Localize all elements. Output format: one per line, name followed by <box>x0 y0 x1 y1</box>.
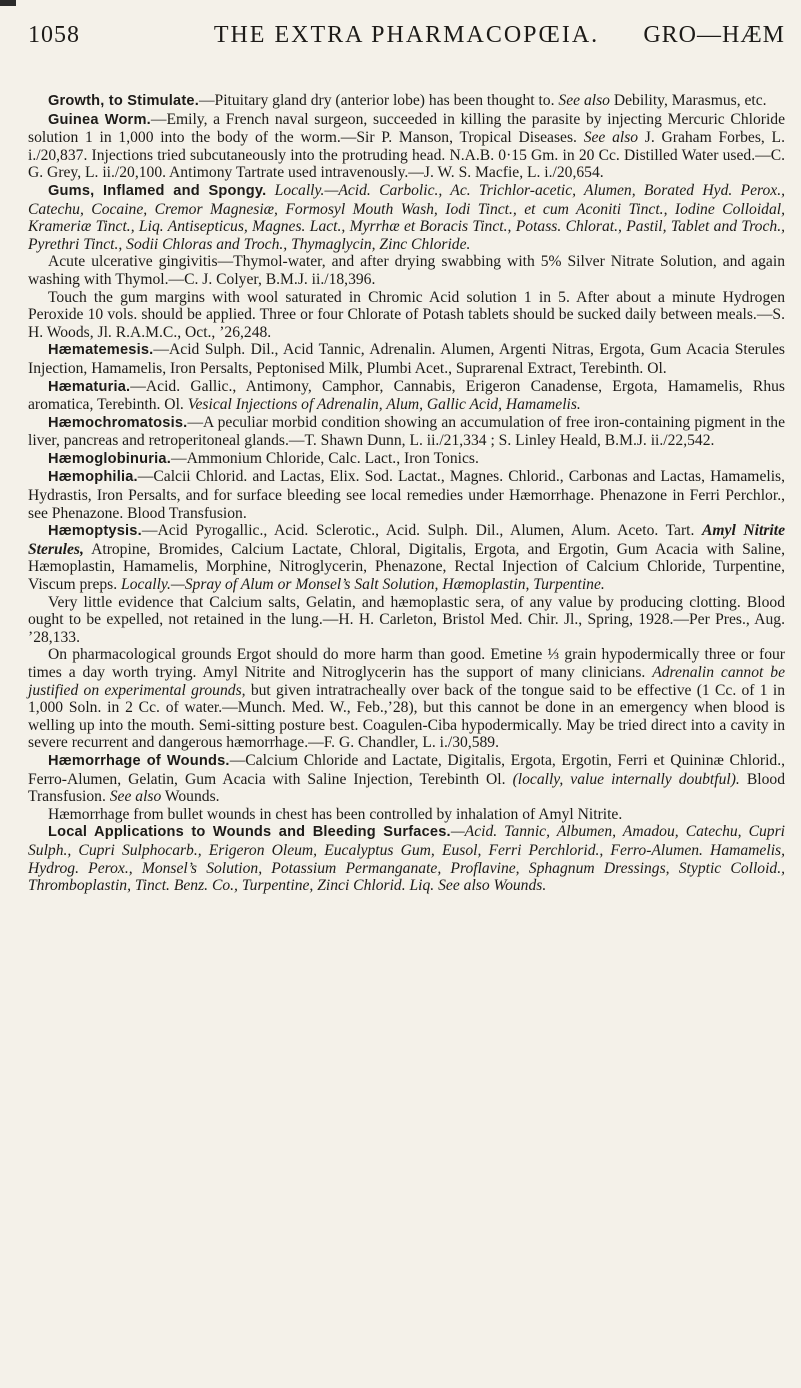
entry-text: Atropine, Bromides, Calcium Lactate, Chloral, Digitalis, Ergota, and Ergotin, Gum Acacia with Saline, Hæmoplastin, Hamamelis, Morphine, Nitroglycerin, Phenazone, Rectal Injection of Calcium Chloride, Turpentine, Viscum preps. <box>28 540 785 594</box>
text-body <box>28 92 785 895</box>
entry <box>28 414 785 450</box>
entry-text: Wounds. <box>161 788 220 806</box>
entry-text: Debility, Marasmus, etc. <box>609 92 767 109</box>
entry-text <box>266 182 274 199</box>
entry-text: Adrenalin cannot be justified on experimental grounds, <box>28 664 785 699</box>
entry <box>28 341 785 377</box>
entry <box>28 450 785 469</box>
entry-text: (locally, value internally doubtful). <box>512 770 740 788</box>
entry-text: J. Graham Forbes, L. i./20,837. Injections tried subcutaneously into the protruding head. N.A.B. 0·15 Gm. in 20 Cc. Distilled Water used.—C. G. Grey, L. ii./20,100. Antimony Tartrate used intravenously.—J. W. S. Macfie, L. i./20,654. <box>28 129 785 182</box>
entry-heading: Hæmoglobinuria. <box>48 450 171 467</box>
entry-text: See also <box>583 129 639 147</box>
entry-text: Touch the gum margins with wool saturated in Chromic Acid solution 1 in 5. After about a minute Hydrogen Peroxide 10 vols. should be applied. Three or four Chlorate of Potash tablets should be sucked daily between meals.—S. H. Woods, Jl. R.A.M.C., Oct., ’26,248. <box>28 288 785 341</box>
entry <box>28 823 785 894</box>
entry-heading: Hæmatemesis. <box>48 342 154 359</box>
entry-heading: Hæmorrhage of Wounds. <box>48 752 230 769</box>
paragraph <box>28 806 785 824</box>
paragraph <box>28 253 785 288</box>
page-title: THE EXTRA PHARMACOPŒIA. <box>213 22 600 48</box>
entry <box>28 468 785 522</box>
entry-text: —Ammonium Chloride, Calc. Lact., Iron Tonics. <box>171 449 479 467</box>
entry-text: Blood Transfusion. <box>28 770 785 806</box>
paragraph <box>28 594 785 647</box>
entry-text: See also <box>109 788 162 806</box>
entry-text: —Acid Pyrogallic., Acid. Sclerotic., Acid. Sulph. Dil., Alumen, Alum. Aceto. Tart. <box>141 522 702 540</box>
entry-text: On pharmacological grounds Ergot should do more harm than good. Emetine ⅓ grain hypodermically three or four times a day worth trying. Amyl Nitrite and Nitroglycerin has the support of many clinicians. <box>28 646 785 681</box>
entry-text: Hæmorrhage from bullet wounds in chest has been controlled by inhalation of Amyl Nitrite. <box>48 805 623 823</box>
entry-heading: Gums, Inflamed and Spongy. <box>48 182 267 199</box>
entry-text: Amyl Nitrite Sterules, <box>28 522 785 558</box>
entry <box>28 378 785 414</box>
entry-text: —Calcii Chlorid. and Lactas, Elix. Sod. Lactat., Magnes. Chlorid., Carbonas and Lactas, Hamamelis, Hydrastis, Iron Persalts, and for surface bleeding see local remedies under Hæmorrhage. Phenazone in Ferri Perchlor., see Phenazone. Blood Transfusion. <box>28 468 785 522</box>
entry-text: Acute ulcerative gingivitis—Thymol-water, and after drying swabbing with 5% Silver Nitrate Solution, and again washing with Thymol.—C. J. Colyer, B.M.J. ii./18,396. <box>28 253 785 288</box>
running-head <box>28 22 785 56</box>
entry-text: —Pituitary gland dry (anterior lobe) has been thought to. <box>198 92 559 109</box>
page-range: GRO—HÆM <box>643 22 785 48</box>
entry-text: —Acid Sulph. Dil., Acid Tannic, Adrenalin. Alumen, Argenti Nitras, Ergota, Gum Acacia Sterules Injection, Hamamelis, Iron Persalts, Peptonised Milk, Plumbi Acet., Suprarenal Extract, Terebinth. Ol. <box>28 341 785 377</box>
entry-heading: Growth, to Stimulate. <box>48 93 199 109</box>
entry <box>28 752 785 806</box>
entry-text: Locally.—Acid. Carbolic., Ac. Trichlor-acetic, Alumen, Borated Hyd. Perox., Catechu, Cocaine, Cremor Magnesiæ, Formosyl Mouth Wash, Iodi Tinct., et cum Aconiti Tinct., Iodine Colloidal, Krameriæ Tinct., Liq. Antisepticus, Magnes. Lact., Myrrhæ et Boracis Tinct., Potass. Chlorat., Pastil, Tablet and Troch., Pyrethri Tinct., Sodii Chloras and Troch., Thymaglycin, Zinc Chloride. <box>28 181 785 253</box>
entry-heading: Hæmoptysis. <box>48 523 142 540</box>
paragraph <box>28 646 785 752</box>
entry <box>28 111 785 182</box>
entry-text: —Calcium Chloride and Lactate, Digitalis, Ergota, Ergotin, Ferri et Quininæ Chlorid., Ferro-Alumen, Gelatin, Gum Acacia with Saline Injection, Terebinth Ol. <box>28 751 786 788</box>
paragraph <box>28 289 785 342</box>
entry-text: but given intratracheally over back of the tongue said to be effective (1 Cc. of 1 in 1,000 Soln. in 2 Cc. of water.—Munch. Med. W., Feb.,’28), but this cannot be done in an emergency when blood is welling up into the mouth. Semi-sitting posture best. Coagulen-Ciba hypodermically. May be tried direct into a cavity in severe recurrent and dangerous hæmorrhage.—F. G. Chandler, L. i./30,589. <box>28 681 785 752</box>
entry-text: —Acid. Tannic, Albumen, Amadou, Catechu, Cupri Sulph., Cupri Sulphocarb., Erigeron Oleum, Eucalyptus Gum, Eusol, Ferri Perchlorid., Ferro-Alumen. Hamamelis, Hydrog. Perox., Monsel’s Solution, Potassium Permanganate, Proflavine, Sphagnum Dressings, Styptic Colloid., Thromboplastin, Tinct. Benz. Co., Turpentine, Zinci Chlorid. Liq. See also Wounds. <box>28 823 785 895</box>
entry-text: —Acid. Gallic., Antimony, Camphor, Cannabis, Erigeron Canadense, Ergota, Hamamelis, Rhus aromatica, Terebinth. Ol. <box>28 377 785 414</box>
corner-mark <box>0 0 16 6</box>
entry-text: See also <box>558 92 610 109</box>
entry-text: —A peculiar morbid condition showing an accumulation of free iron-containing pigment in the liver, pancreas and retroperitoneal glands.—T. Shawn Dunn, L. ii./21,334 ; S. Linley Heald, B.M.J. ii./22,542. <box>28 413 785 450</box>
entry-text: —Emily, a French naval surgeon, succeeded in killing the parasite by injecting Mercuric Chloride solution 1 in 1,000 into the body of the worm.—Sir P. Manson, Tropical Diseases. <box>28 110 785 147</box>
entry <box>28 182 785 253</box>
entry-heading: Hæmochromatosis. <box>48 414 188 431</box>
entry-heading: Hæmaturia. <box>48 378 131 395</box>
entry <box>28 522 785 593</box>
entry-text: Locally.—Spray of Alum or Monsel’s Salt Solution, Hæmoplastin, Turpentine. <box>121 576 605 594</box>
entry-text: Very little evidence that Calcium salts, Gelatin, and hæmoplastic sera, of any value by producing clotting. Blood ought to be expelled, not retained in the lung.—H. H. Carleton, Bristol Med. Chir. Jl., Spring, 1928.—Per Pres., Aug. ’28,133. <box>28 593 785 646</box>
entry-heading: Guinea Worm. <box>48 111 151 128</box>
entry-heading: Local Applications to Wounds and Bleeding Surfaces. <box>48 824 451 841</box>
entry-text: Vesical Injections of Adrenalin, Alum, Gallic Acid, Hamamelis. <box>187 396 581 414</box>
page-number: 1058 <box>28 22 80 48</box>
entry <box>28 92 785 111</box>
entry-heading: Hæmophilia. <box>48 469 138 486</box>
